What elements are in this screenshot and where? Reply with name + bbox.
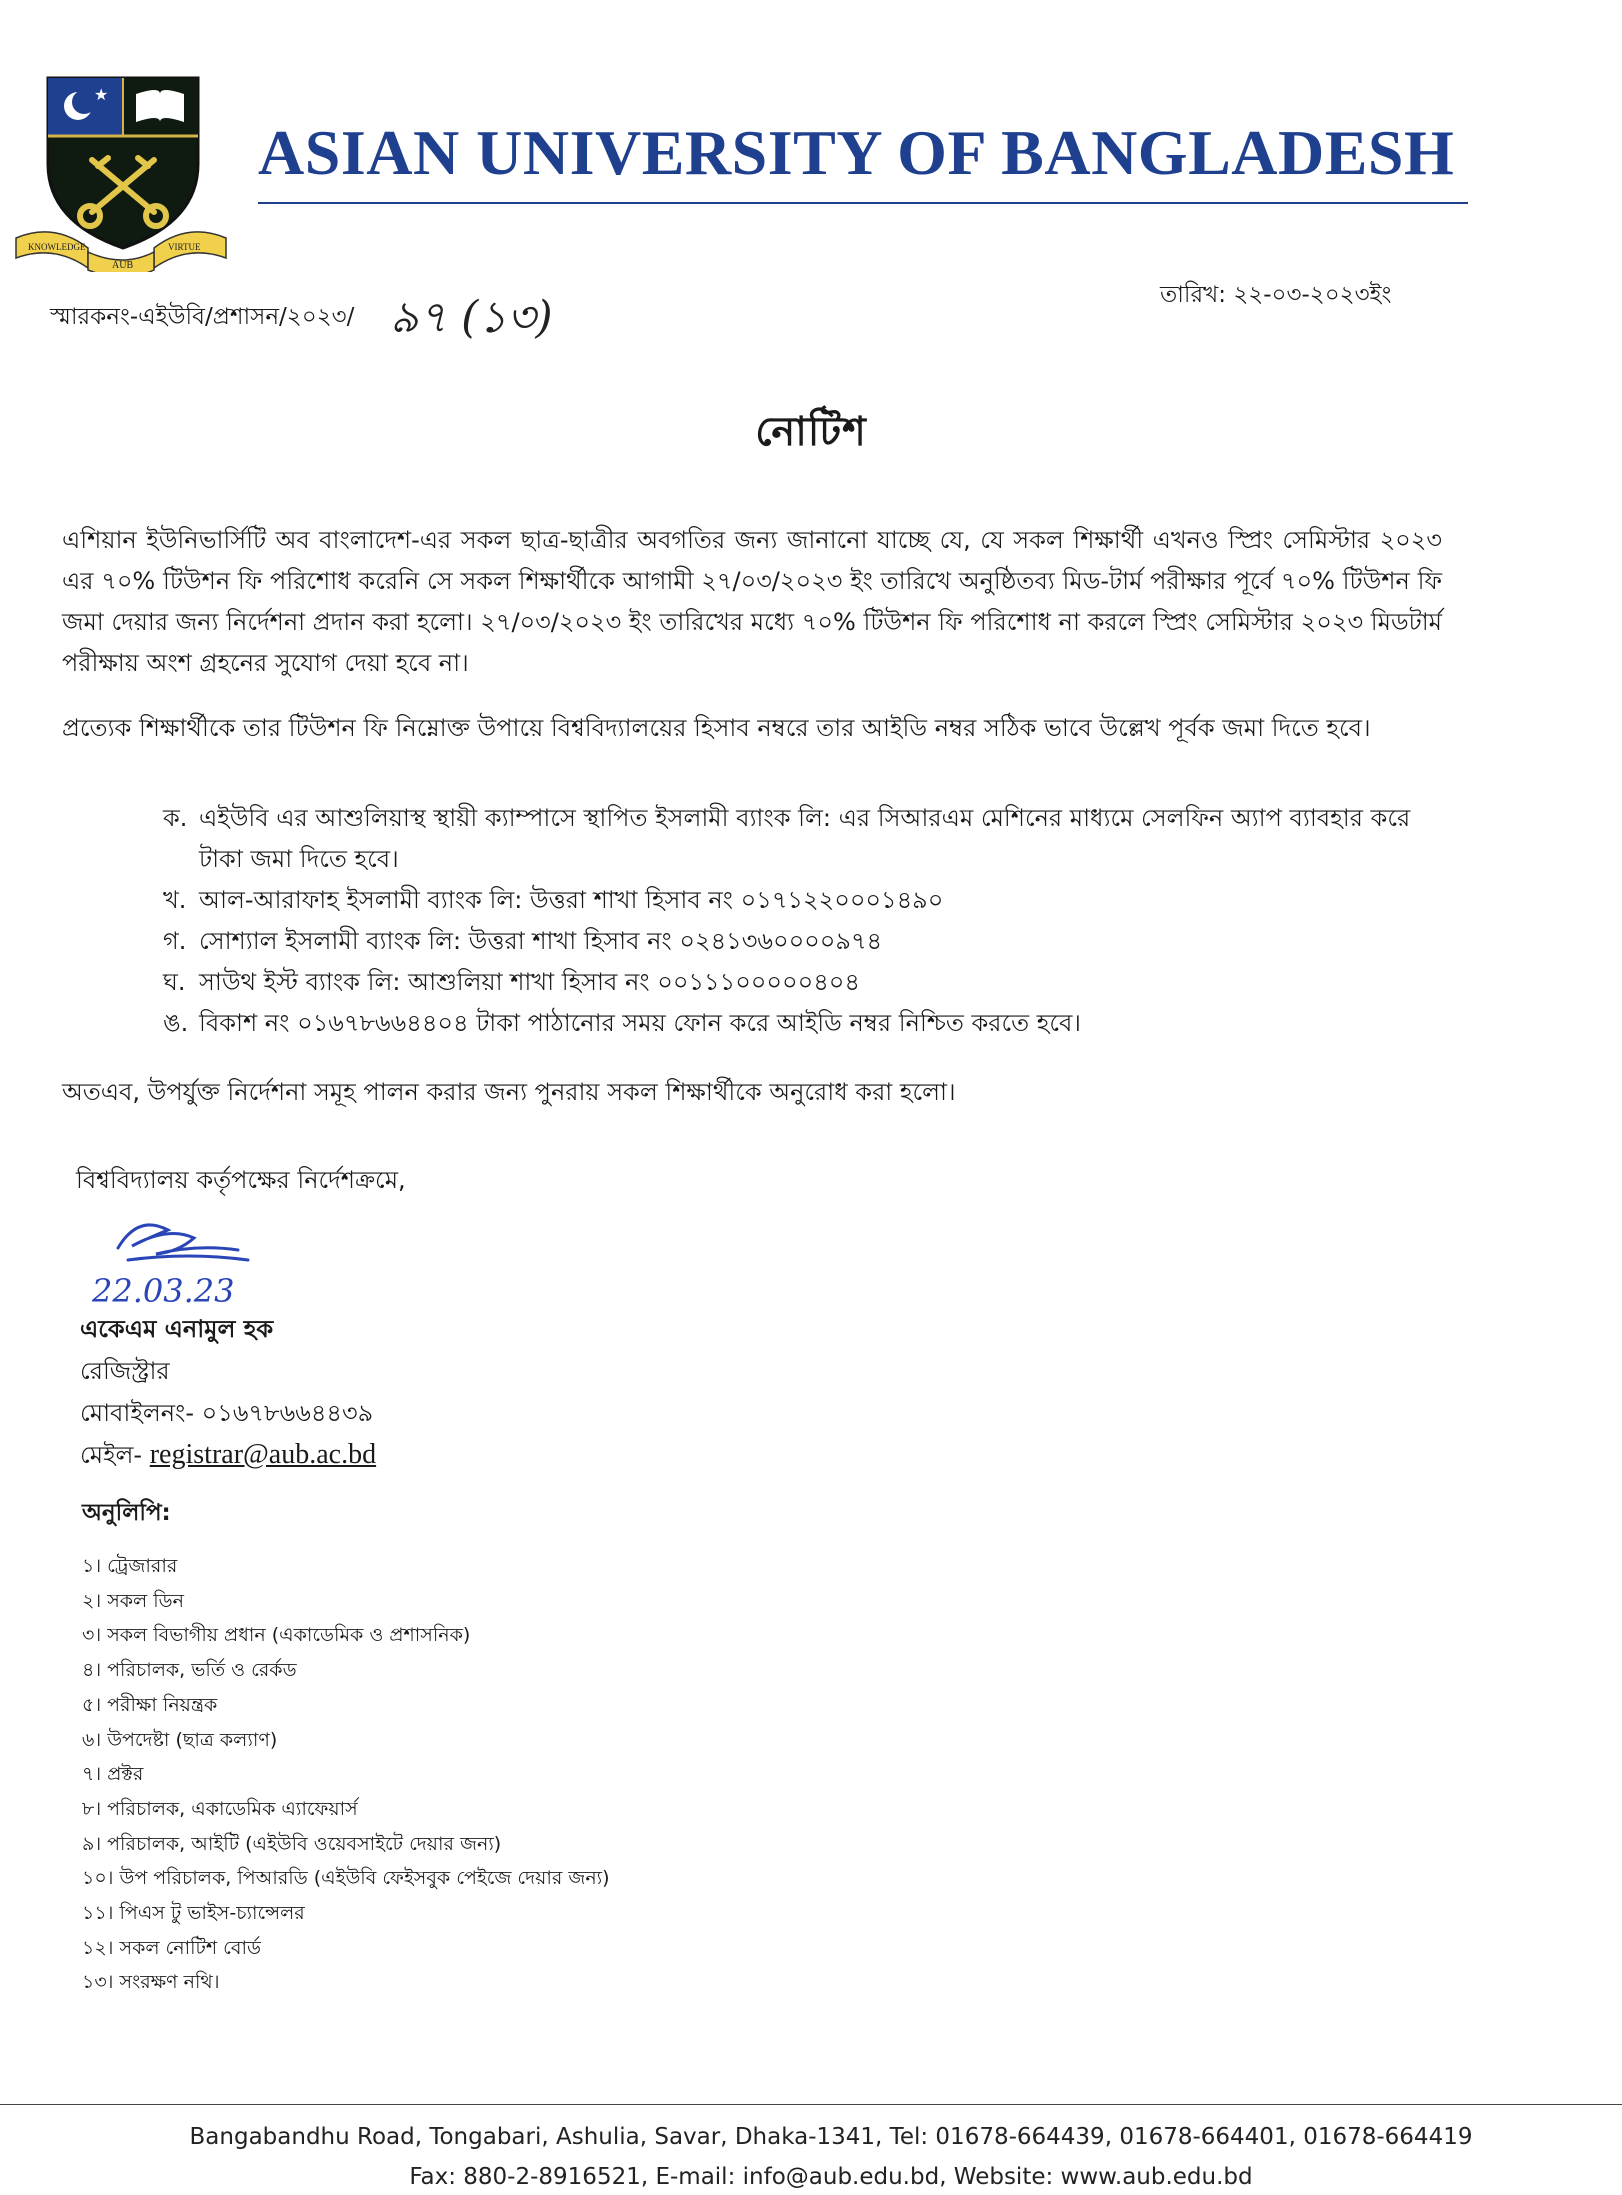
payment-method-label: ক. [163, 804, 188, 832]
signatory-name: একেএম এনামুল হক [80, 1315, 274, 1343]
signatory-email-row [80, 1434, 376, 1476]
notice-date: তারিখ: ২২-০৩-২০২৩ইং [1160, 282, 1392, 308]
notice-paragraph-2: প্রত্যেক শিক্ষার্থীকে তার টিউশন ফি নিম্নোক্ত উপায়ে বিশ্ববিদ্যালয়ের হিসাব নম্বরে তার আইডি নম্বর সঠিক ভাবে উল্লেখ পূর্বক জমা দিতে হবে। [62, 714, 1371, 742]
cc-title: অনুলিপি: [82, 1500, 171, 1526]
cc-item: ১৩। সংরক্ষণ নথি। [82, 1971, 220, 1994]
signature-scribble [98, 1208, 258, 1278]
cc-item: ৬। উপদেষ্টা (ছাত্র কল্যাণ) [82, 1728, 278, 1751]
footer-divider [0, 2104, 1622, 2105]
payment-method-item [163, 880, 1413, 921]
payment-method-item [163, 962, 1413, 1003]
copy-distribution-list [82, 1494, 610, 2000]
footer-contact: Fax: 880-2-8916521, E-mail: info@aub.edu.bd, Website: www.aub.edu.bd [409, 2164, 1253, 2190]
payment-method-text: সাউথ ইস্ট ব্যাংক লি: আশুলিয়া শাখা হিসাব নং ০০১১১০০০০০৪০৪ [199, 968, 860, 996]
cc-item: ১১। পিএস টু ভাইস-চ্যান্সেলর [82, 1902, 305, 1925]
registrar-email-link[interactable]: registrar@aub.ac.bd [149, 1439, 377, 1470]
university-name: ASIAN UNIVERSITY OF BANGLADESH [258, 117, 1455, 188]
notice-paragraph-1: এশিয়ান ইউনিভার্সিটি অব বাংলাদেশ-এর সকল ছাত্র-ছাত্রীর অবগতির জন্য জানানো যাচ্ছে যে, যে সকল শিক্ষার্থী এখনও স্প্রিং সেমিস্টার ২০২৩ এর ৭০% টিউশন ফি পরিশোধ করেনি সে সকল শিক্ষার্থীকে আগামী ২৭/০৩/২০২৩ ইং তারিখে অনুষ্ঠিতব্য মিড-টার্ম পরীক্ষার পূর্বে ৭০% টিউশন ফি জমা দেয়ার জন্য নির্দেশনা প্রদান করা হলো। ২৭/০৩/২০২৩ ইং তারিখের মধ্যে ৭০% টিউশন ফি পরিশোধ না করলে স্প্রিং সেমিস্টার ২০২৩ মিডটার্ম পরীক্ষায় অংশ গ্রহনের সুযোগ দেয়া হবে না। [62, 526, 1442, 677]
signatory-block [80, 1308, 376, 1476]
signature-date: 22.03.23 [92, 1272, 235, 1310]
header-divider [258, 202, 1468, 204]
crest-motto-left: KNOWLEDGE [28, 242, 86, 252]
payment-method-label: খ. [163, 886, 187, 914]
cc-item: ২। সকল ডিন [82, 1589, 184, 1612]
payment-method-text: এইউবি এর আশুলিয়াস্থ স্থায়ী ক্যাম্পাসে স্থাপিত ইসলামী ব্যাংক লি: এর সিআরএম মেশিনের মাধ্যমে সেলফিন অ্যাপ ব্যাবহার করে টাকা জমা দিতে হবে। [199, 804, 1411, 873]
signatory-mobile: মোবাইলনং- ০১৬৭৮৬৬৪৪৩৯ [80, 1399, 374, 1427]
payment-method-text: বিকাশ নং ০১৬৭৮৬৬৪৪০৪ টাকা পাঠানোর সময় ফোন করে আইডি নম্বর নিশ্চিত করতে হবে। [199, 1009, 1081, 1037]
notice-title: নোটিশ [755, 409, 867, 455]
payment-method-text: সোশ্যাল ইসলামী ব্যাংক লি: উত্তরা শাখা হিসাব নং ০২৪১৩৬০০০০৯৭৪ [199, 927, 883, 955]
crest-motto-right: VIRTUE [168, 242, 201, 252]
cc-item: ৭। প্রক্টর [82, 1763, 144, 1786]
crest-abbreviation: AUB [112, 260, 134, 271]
payment-method-label: গ. [163, 927, 187, 955]
cc-item: ১২। সকল নোটিশ বোর্ড [82, 1936, 261, 1959]
cc-item: ৮। পরিচালক, একাডেমিক এ্যাফেয়ার্স [82, 1797, 358, 1820]
signatory-designation: রেজিস্ট্রার [80, 1357, 170, 1385]
cc-item: ৯। পরিচালক, আইটি (এইউবি ওয়েবসাইটে দেয়ার জন্য) [82, 1832, 502, 1855]
payment-method-item [163, 921, 1413, 962]
cc-item: ৩। সকল বিভাগীয় প্রধান (একাডেমিক ও প্রশাসনিক) [82, 1624, 471, 1647]
cc-item: ৫। পরীক্ষা নিয়ন্ত্রক [82, 1693, 218, 1716]
university-crest-logo [14, 72, 228, 272]
payment-method-item [163, 798, 1413, 880]
svg-text:★: ★ [94, 85, 109, 104]
cc-item: ১। ট্রেজারার [82, 1555, 178, 1577]
memo-number: স্মারকনং-এইউবি/প্রশাসন/২০২৩/ [50, 304, 355, 330]
payment-method-text: আল-আরাফাহ ইসলামী ব্যাংক লি: উত্তরা শাখা হিসাব নং ০১৭১২২০০০১৪৯০ [199, 886, 944, 914]
closing-line: বিশ্ববিদ্যালয় কর্তৃপক্ষের নির্দেশক্রমে, [76, 1166, 406, 1194]
footer-address: Bangabandhu Road, Tongabari, Ashulia, Savar, Dhaka-1341, Tel: 01678-664439, 01678-664401, 01678-664419 [189, 2124, 1473, 2150]
payment-method-label: ঘ. [163, 968, 186, 996]
payment-method-label: ঙ. [163, 1009, 189, 1037]
payment-methods-list [163, 798, 1413, 1044]
memo-handwritten-number: ৯৭ (১৩) [390, 292, 553, 343]
cc-item: ৪। পরিচালক, ভর্তি ও রের্কড [82, 1659, 297, 1682]
cc-item: ১০। উপ পরিচালক, পিআরডি (এইউবি ফেইসবুক পেইজে দেয়ার জন্য) [82, 1867, 610, 1890]
payment-method-item [163, 1003, 1413, 1044]
email-label: মেইল- [80, 1441, 143, 1469]
notice-paragraph-3: অতএব, উপর্যুক্ত নির্দেশনা সমূহ পালন করার জন্য পুনরায় সকল শিক্ষার্থীকে অনুরোধ করা হলো। [62, 1078, 956, 1106]
